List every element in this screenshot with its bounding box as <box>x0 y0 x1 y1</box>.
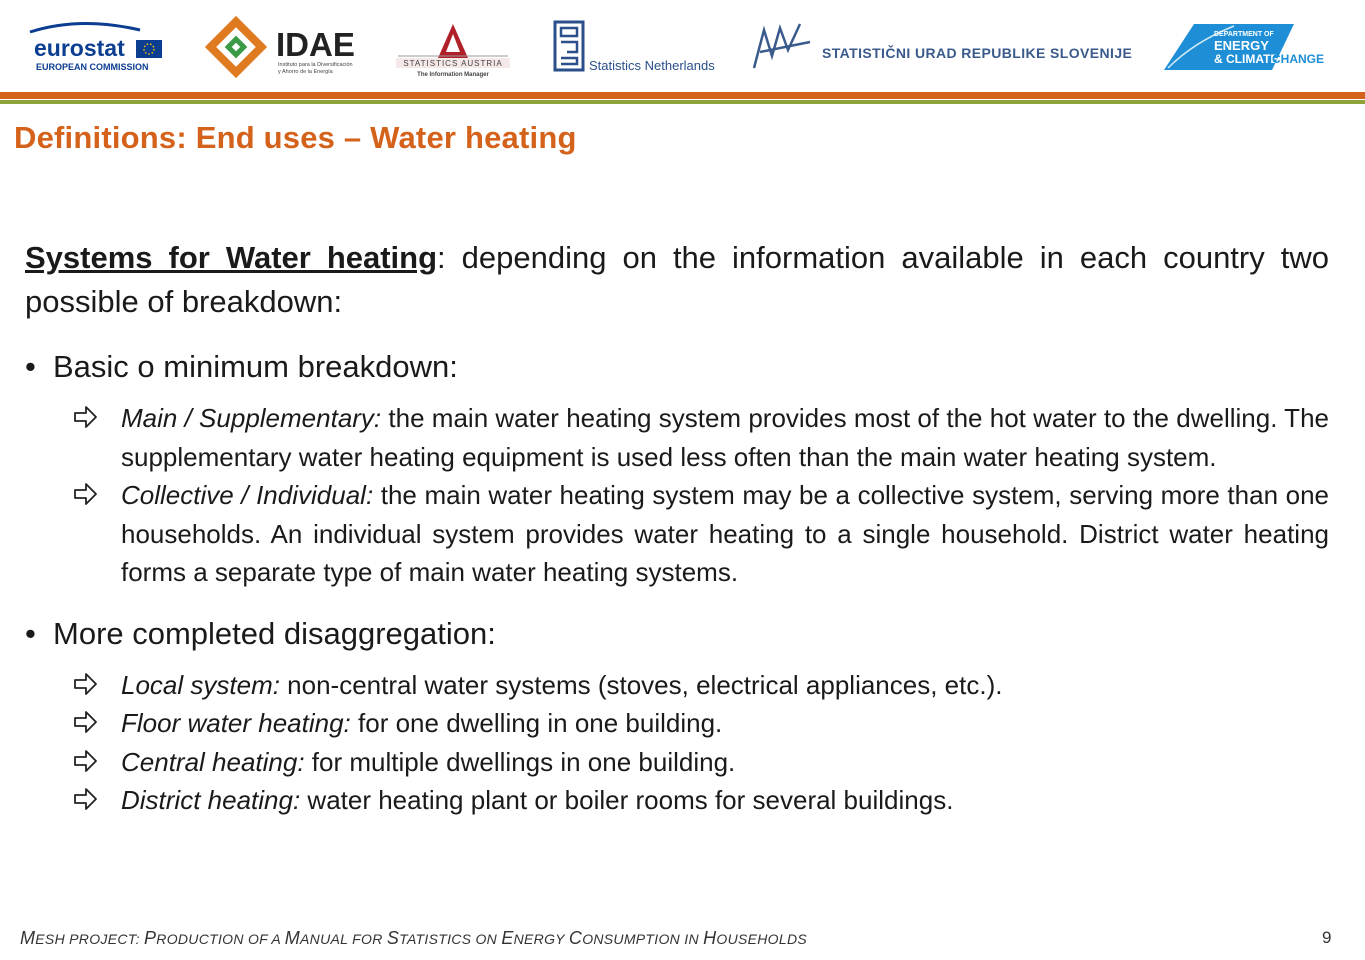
hollow-arrow-icon <box>73 784 99 814</box>
svg-text:eurostat: eurostat <box>34 35 125 61</box>
svg-text:CHANGE: CHANGE <box>1272 52 1325 66</box>
section-label: Basic o minimum breakdown: <box>53 349 458 384</box>
slovenia-statistics-logo <box>750 20 1140 76</box>
intro-paragraph <box>25 236 1329 324</box>
item-term: Main / Supplementary: <box>121 403 382 433</box>
bullet-dot: • <box>25 615 36 651</box>
list-item <box>25 476 1329 592</box>
svg-text:& CLIMATE: & CLIMATE <box>1214 52 1279 66</box>
header-divider-green <box>0 100 1365 104</box>
item-term: Collective / Individual: <box>121 480 374 510</box>
slide-body <box>25 236 1329 820</box>
eurostat-logo <box>20 20 168 74</box>
item-term: Central heating: <box>121 746 305 777</box>
item-text: for one dwelling in one building. <box>350 708 723 738</box>
svg-text:y Ahorro de la Energía: y Ahorro de la Energía <box>278 69 333 75</box>
list-item <box>25 399 1329 476</box>
page-number: 9 <box>1322 928 1332 947</box>
hollow-arrow-icon <box>73 479 99 509</box>
footer-project-name: MESH PROJECT: PRODUCTION OF A MANUAL FOR STATISTICS ON ENERGY CONSUMPTION IN HOUSEHOLDS <box>20 928 808 948</box>
slide-title: Definitions: End uses – Water heating <box>14 120 577 155</box>
svg-text:STATISTIČNI URAD REPUBLIKE SLO: STATISTIČNI URAD REPUBLIKE SLOVENIJE <box>822 45 1133 61</box>
svg-text:EUROPEAN COMMISSION: EUROPEAN COMMISSION <box>36 62 149 72</box>
basic-breakdown-list <box>25 399 1329 592</box>
item-text: the main water heating system may be a collective system, serving more than one households. An individual system provides water heating to a single household. District water heating forms a separate type of main water heating systems. <box>121 480 1329 587</box>
decc-logo <box>1164 24 1346 72</box>
statistics-austria-logo <box>394 20 512 80</box>
idae-logo <box>200 16 355 78</box>
svg-text:Instituto para la Diversificac: Instituto para la Diversificación <box>278 62 353 68</box>
section-label: More completed disaggregation: <box>53 615 496 651</box>
svg-text:IDAE: IDAE <box>276 26 355 63</box>
svg-text:ENERGY: ENERGY <box>1214 38 1269 53</box>
section-basic-breakdown <box>25 347 1329 387</box>
completed-disaggregation-list <box>25 666 1329 820</box>
list-item <box>25 704 1329 743</box>
hollow-arrow-icon <box>73 707 99 737</box>
item-term: District heating: <box>121 785 301 815</box>
hollow-arrow-icon <box>73 746 99 776</box>
svg-text:STATISTICS AUSTRIA: STATISTICS AUSTRIA <box>403 59 503 68</box>
item-text: for multiple dwellings in one building. <box>304 746 736 777</box>
section-completed-disaggregation <box>25 614 1329 654</box>
item-term: Local system: <box>121 669 280 700</box>
item-term: Floor water heating: <box>121 708 351 738</box>
item-text: water heating plant or boiler rooms for several buildings. <box>300 785 954 815</box>
svg-text:Statistics Netherlands: Statistics Netherlands <box>589 58 715 73</box>
bullet-dot: • <box>25 349 36 384</box>
item-text: non-central water systems (stoves, electrical appliances, etc.). <box>279 669 1003 700</box>
hollow-arrow-icon <box>73 402 99 432</box>
hollow-arrow-icon <box>73 669 99 699</box>
intro-text: : depending on the information available in each country two possible of breakdown: <box>25 240 1329 319</box>
svg-text:The Information Manager: The Information Manager <box>417 72 489 78</box>
header-divider-orange <box>0 92 1365 99</box>
list-item <box>25 666 1329 705</box>
list-item <box>25 743 1329 782</box>
logo-banner <box>0 0 1365 92</box>
item-text: the main water heating system provides most of the hot water to the dwelling. The supplementary water heating equipment is used less often than the main water heating system. <box>121 403 1329 472</box>
statistics-netherlands-logo <box>553 20 718 76</box>
intro-term: Systems for Water heating <box>25 240 438 275</box>
list-item <box>25 781 1329 820</box>
svg-text:DEPARTMENT OF: DEPARTMENT OF <box>1214 31 1274 38</box>
